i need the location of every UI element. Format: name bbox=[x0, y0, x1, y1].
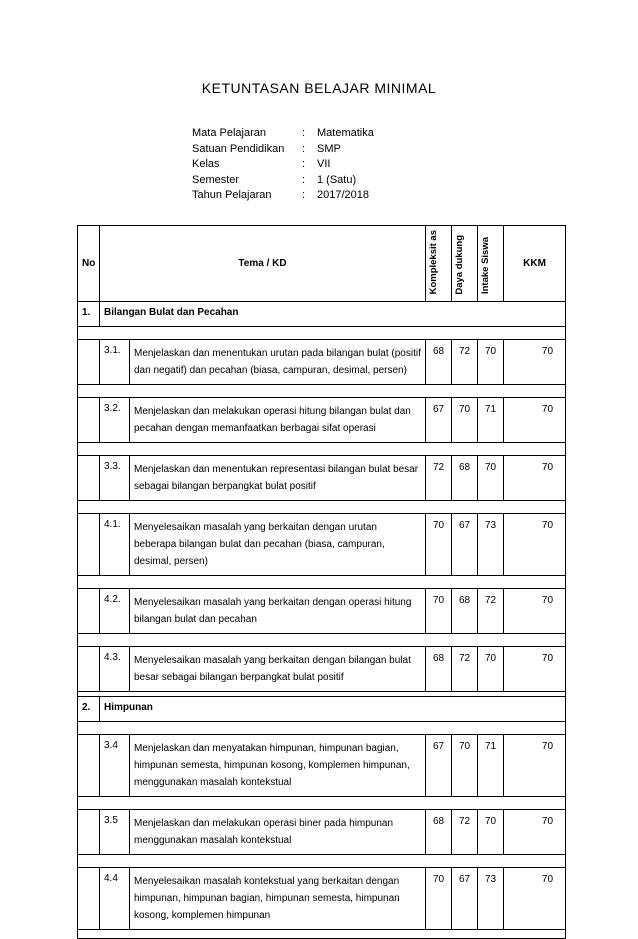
info-key: Mata Pelajaran bbox=[192, 127, 266, 139]
daya-dukung-value: 70 bbox=[452, 735, 478, 797]
kd-number: 4.4 bbox=[100, 868, 130, 930]
header-intake bbox=[478, 226, 504, 302]
spacer-row bbox=[78, 722, 566, 735]
intake-value: 70 bbox=[478, 456, 504, 501]
kkm-value: 70 bbox=[504, 810, 566, 855]
kompleksitas-value: 68 bbox=[426, 340, 452, 385]
spacer-cell bbox=[78, 501, 566, 514]
kkm-value: 70 bbox=[504, 868, 566, 930]
kkm-value: 70 bbox=[504, 735, 566, 797]
header-daya-dukung bbox=[452, 226, 478, 302]
kd-description: Menjelaskan dan melakukan operasi biner pada himpunan menggunakan masalah kontekstual bbox=[130, 810, 426, 855]
header-kkm: KKM bbox=[504, 226, 566, 302]
info-row bbox=[192, 173, 374, 189]
kd-indent-cell bbox=[78, 340, 100, 385]
spacer-row bbox=[78, 576, 566, 589]
kd-number: 3.1. bbox=[100, 340, 130, 385]
header-intake-label: Intake Siswa bbox=[479, 237, 491, 295]
intake-value: 73 bbox=[478, 868, 504, 930]
section-title: Himpunan bbox=[100, 697, 566, 722]
kd-description: Menyelesaikan masalah kontekstual yang berkaitan dengan himpunan, himpunan bagian, himpunan semesta, himpunan kosong, komplemen himpunan bbox=[130, 868, 426, 930]
kompleksitas-value: 68 bbox=[426, 647, 452, 692]
info-key: Satuan Pendidikan bbox=[192, 142, 285, 155]
kd-row bbox=[78, 868, 566, 930]
kd-description: Menjelaskan dan menentukan representasi bilangan bulat besar sebagai bilangan berpangkat bulat positif bbox=[130, 456, 426, 501]
daya-dukung-value: 72 bbox=[452, 340, 478, 385]
info-key: Kelas bbox=[192, 158, 220, 170]
kd-number: 4.1. bbox=[100, 514, 130, 576]
kd-description: Menyelesaikan masalah yang berkaitan dengan operasi hitung bilangan bulat dan pecahan bbox=[130, 589, 426, 634]
header-tema: Tema / KD bbox=[100, 226, 426, 302]
kd-row bbox=[78, 589, 566, 634]
info-sep: : bbox=[302, 127, 306, 139]
kkm-value: 70 bbox=[504, 340, 566, 385]
spacer-row bbox=[78, 443, 566, 456]
kd-indent-cell bbox=[78, 514, 100, 576]
kd-row bbox=[78, 398, 566, 443]
info-sep: : bbox=[302, 173, 306, 186]
daya-dukung-value: 68 bbox=[452, 456, 478, 501]
kd-number: 4.2. bbox=[100, 589, 130, 634]
kd-description: Menjelaskan dan menentukan urutan pada bilangan bulat (positif dan negatif) dan pecahan (biasa, campuran, desimal, persen) bbox=[130, 340, 426, 385]
kd-indent-cell bbox=[78, 398, 100, 443]
header-no: No bbox=[78, 226, 100, 302]
intake-value: 71 bbox=[478, 398, 504, 443]
kompleksitas-value: 68 bbox=[426, 810, 452, 855]
kd-number: 3.5 bbox=[100, 810, 130, 855]
kd-indent-cell bbox=[78, 735, 100, 797]
daya-dukung-value: 72 bbox=[452, 810, 478, 855]
info-block bbox=[192, 126, 374, 204]
section-title: Bilangan Bulat dan Pecahan bbox=[100, 302, 566, 327]
intake-value: 73 bbox=[478, 514, 504, 576]
kd-row bbox=[78, 456, 566, 501]
spacer-row bbox=[78, 385, 566, 398]
spacer-cell bbox=[78, 443, 566, 456]
daya-dukung-value: 68 bbox=[452, 589, 478, 634]
info-sep: : bbox=[302, 158, 306, 170]
info-value: Matematika bbox=[317, 127, 374, 139]
spacer-cell bbox=[78, 930, 566, 939]
spacer-cell bbox=[78, 385, 566, 398]
kkm-value: 70 bbox=[504, 398, 566, 443]
kd-number: 3.4 bbox=[100, 735, 130, 797]
spacer-cell bbox=[78, 327, 566, 340]
kompleksitas-value: 67 bbox=[426, 735, 452, 797]
section-row bbox=[78, 697, 566, 722]
kd-indent-cell bbox=[78, 647, 100, 692]
section-number: 1. bbox=[78, 302, 100, 327]
kompleksitas-value: 70 bbox=[426, 514, 452, 576]
intake-value: 71 bbox=[478, 735, 504, 797]
info-value: VII bbox=[317, 158, 331, 170]
kkm-value: 70 bbox=[504, 647, 566, 692]
info-row bbox=[192, 142, 374, 158]
info-row bbox=[192, 188, 374, 204]
spacer-row bbox=[78, 855, 566, 868]
spacer-cell bbox=[78, 855, 566, 868]
kkm-value: 70 bbox=[504, 514, 566, 576]
kd-indent-cell bbox=[78, 868, 100, 930]
info-key: Semester bbox=[192, 173, 240, 186]
spacer-row bbox=[78, 501, 566, 514]
kd-row bbox=[78, 735, 566, 797]
info-value: SMP bbox=[317, 142, 341, 155]
spacer-cell bbox=[78, 722, 566, 735]
table-header-row bbox=[78, 226, 566, 302]
spacer-row bbox=[78, 797, 566, 810]
info-row bbox=[192, 157, 374, 173]
spacer-row bbox=[78, 634, 566, 647]
kd-indent-cell bbox=[78, 456, 100, 501]
kompleksitas-value: 70 bbox=[426, 868, 452, 930]
kd-number: 3.2. bbox=[100, 398, 130, 443]
kd-indent-cell bbox=[78, 810, 100, 855]
spacer-cell bbox=[78, 797, 566, 810]
spacer-cell bbox=[78, 576, 566, 589]
kkm-value: 70 bbox=[504, 589, 566, 634]
kd-row bbox=[78, 514, 566, 576]
document-title: KETUNTASAN BELAJAR MINIMAL bbox=[201, 80, 437, 96]
daya-dukung-value: 72 bbox=[452, 647, 478, 692]
spacer-row bbox=[78, 930, 566, 939]
daya-dukung-value: 67 bbox=[452, 514, 478, 576]
daya-dukung-value: 67 bbox=[452, 868, 478, 930]
header-kompleksitas bbox=[426, 226, 452, 302]
info-value: 2017/2018 bbox=[317, 189, 369, 201]
kd-description: Menjelaskan dan melakukan operasi hitung bilangan bulat dan pecahan dengan memanfaatkan berbagai sifat operasi bbox=[130, 398, 426, 443]
info-row bbox=[192, 126, 374, 142]
header-daya-dukung-label: Daya dukung bbox=[453, 234, 465, 295]
intake-value: 70 bbox=[478, 810, 504, 855]
kd-description: Menjelaskan dan menyatakan himpunan, himpunan bagian, himpunan semesta, himpunan kosong, komplemen himpunan, menggunakan masalah kontekstual bbox=[130, 735, 426, 797]
info-sep: : bbox=[302, 189, 306, 201]
section-number: 2. bbox=[78, 697, 100, 722]
spacer-cell bbox=[78, 634, 566, 647]
intake-value: 72 bbox=[478, 589, 504, 634]
section-row bbox=[78, 302, 566, 327]
kd-description: Menyelesaikan masalah yang berkaitan dengan bilangan bulat besar sebagai bilangan berpangkat bulat positif bbox=[130, 647, 426, 692]
intake-value: 70 bbox=[478, 647, 504, 692]
kd-number: 3.3. bbox=[100, 456, 130, 501]
kd-row bbox=[78, 810, 566, 855]
info-sep: : bbox=[302, 142, 306, 155]
kd-indent-cell bbox=[78, 589, 100, 634]
kd-description: Menyelesaikan masalah yang berkaitan dengan urutan beberapa bilangan bulat dan pecahan (biasa, campuran, desimal, persen) bbox=[130, 514, 426, 576]
intake-value: 70 bbox=[478, 340, 504, 385]
kompleksitas-value: 72 bbox=[426, 456, 452, 501]
kd-row bbox=[78, 340, 566, 385]
info-key: Tahun Pelajaran bbox=[192, 189, 272, 201]
info-value: 1 (Satu) bbox=[317, 173, 357, 186]
kd-row bbox=[78, 647, 566, 692]
header-kompleksitas-label: Kompleksit as bbox=[427, 230, 439, 295]
kkm-value: 70 bbox=[504, 456, 566, 501]
kd-number: 4.3. bbox=[100, 647, 130, 692]
kkm-table bbox=[77, 225, 566, 939]
daya-dukung-value: 70 bbox=[452, 398, 478, 443]
kompleksitas-value: 67 bbox=[426, 398, 452, 443]
kompleksitas-value: 70 bbox=[426, 589, 452, 634]
spacer-row bbox=[78, 327, 566, 340]
